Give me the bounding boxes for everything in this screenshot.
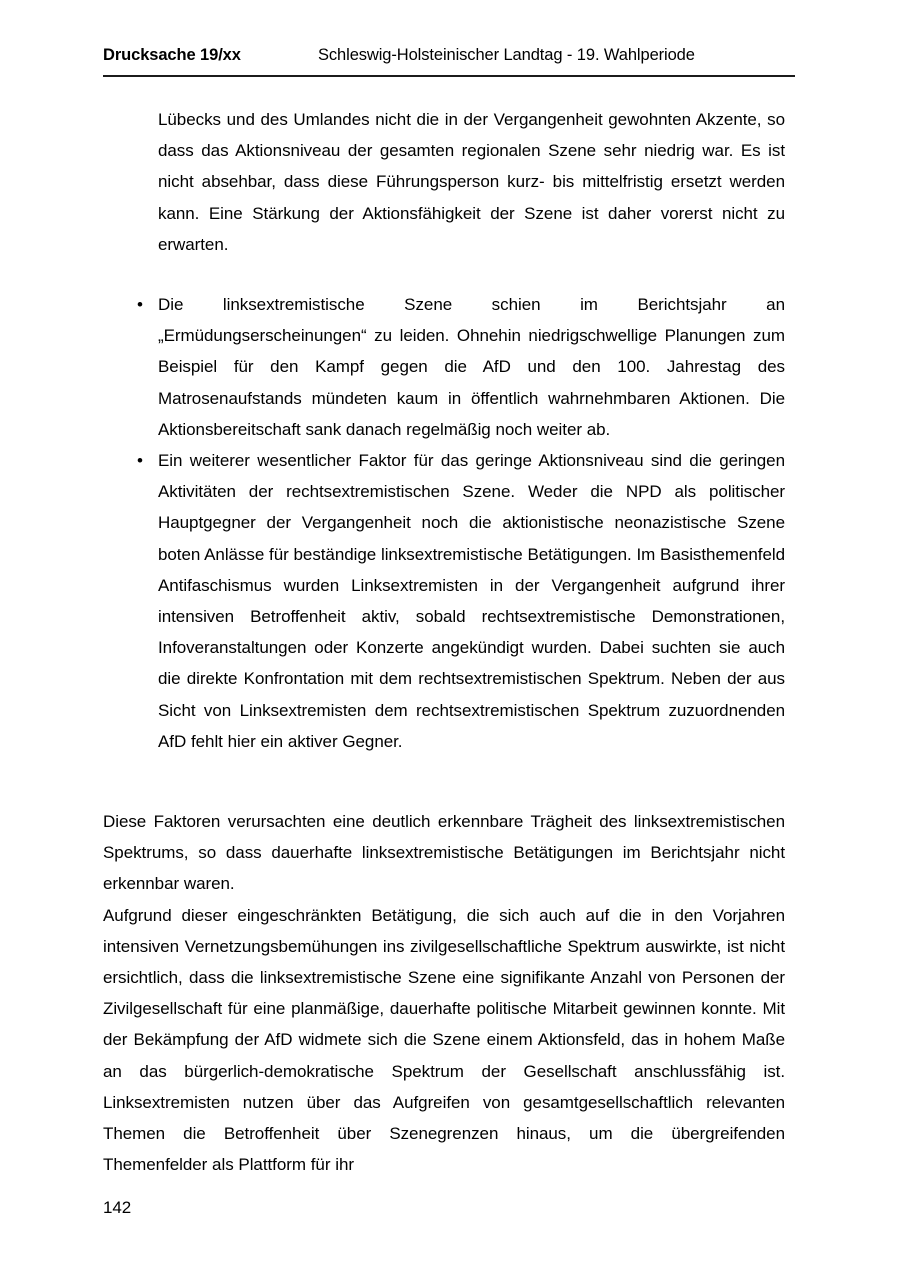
bullet-point-icon: •: [137, 295, 143, 314]
bullet-point-icon: •: [137, 451, 143, 471]
list-item: [137, 445, 785, 757]
intro-paragraph-block: [158, 104, 785, 260]
list-item-text: Die linksextremistische Szene schien im Berichtsjahr an „Ermüdungserscheinungen“ zu leiden. Ohnehin niedrigschwellige Planungen zum Beispiel für den Kampf gegen die AfD und den 100. Jahrestag des Matrosenaufstands mündeten kaum in öffentlich wahrnehmbaren Aktionen. Die Aktionsbereitschaft sank danach regelmäßig noch weiter ab.: [158, 295, 785, 439]
body-paragraph-block: [103, 806, 785, 1180]
body-paragraph: Diese Faktoren verursachten eine deutlich erkennbare Trägheit des linksextremistischen Spektrums, so dass dauerhafte linksextremistische Betätigungen im Berichtsjahr nicht erkennbar waren.: [103, 812, 785, 894]
page-header: [103, 46, 795, 72]
list-item-text: Ein weiterer wesentlicher Faktor für das geringe Aktionsniveau sind die geringen Aktivitäten der rechtsextremistischen Szene. Weder die NPD als politischer Hauptgegner der Vergangenheit noch die aktionistische neonazistische Szene boten Anlässe für beständige linksextremistische Betätigungen. Im Basisthemenfeld Antifaschismus wurden Linksextremisten in der Vergangenheit aufgrund ihrer intensiven Betroffenheit aktiv, sobald rechtsextremistische Demonstrationen, Infoveranstaltungen oder Konzerte angekündigt wurden. Dabei suchten sie auch die direkte Konfrontation mit dem rechtsextremistischen Spektrum. Neben der aus Sicht von Linksextremisten dem rechtsextremistischen Spektrum zuzuordnenden AfD fehlt hier ein aktiver Gegner.: [158, 451, 785, 751]
header-divider: [103, 75, 795, 77]
body-paragraph: Aufgrund dieser eingeschränkten Betätigung, die sich auch auf die in den Vorjahren intensiven Vernetzungsbemühungen ins zivilgesellschaftliche Spektrum auswirkte, ist nicht ersichtlich, dass die linksextremistische Szene eine signifikante Anzahl von Personen der Zivilgesellschaft für eine planmäßige, dauerhafte politische Mitarbeit gewinnen konnte. Mit der Bekämpfung der AfD widmete sich die Szene einem Aktionsfeld, das in hohem Maße an das bürgerlich-demokratische Spektrum der Gesellschaft anschlussfähig ist. Linksextremisten nutzen über das Aufgreifen von gesamtgesellschaftlich relevanten Themen die Betroffenheit über Szenegrenzen hinaus, um die übergreifenden Themenfelder als Plattform für ihr: [103, 905, 785, 1175]
header-drucksache-label: Drucksache 19/xx: [103, 46, 241, 64]
bullet-list: [137, 289, 785, 757]
page-number: 142: [103, 1198, 132, 1217]
header-landtag-label: Schleswig-Holsteinischer Landtag - 19. Wahlperiode: [318, 46, 695, 64]
intro-paragraph: Lübecks und des Umlandes nicht die in der Vergangenheit gewohnten Akzente, so dass das Aktionsniveau der gesamten regionalen Szene sehr niedrig war. Es ist nicht absehbar, dass diese Führungsperson kurz- bis mittelfristig ersetzt werden kann. Eine Stärkung der Aktionsfähigkeit der Szene ist daher vorerst nicht zu erwarten.: [158, 110, 785, 254]
list-item: [137, 289, 785, 445]
